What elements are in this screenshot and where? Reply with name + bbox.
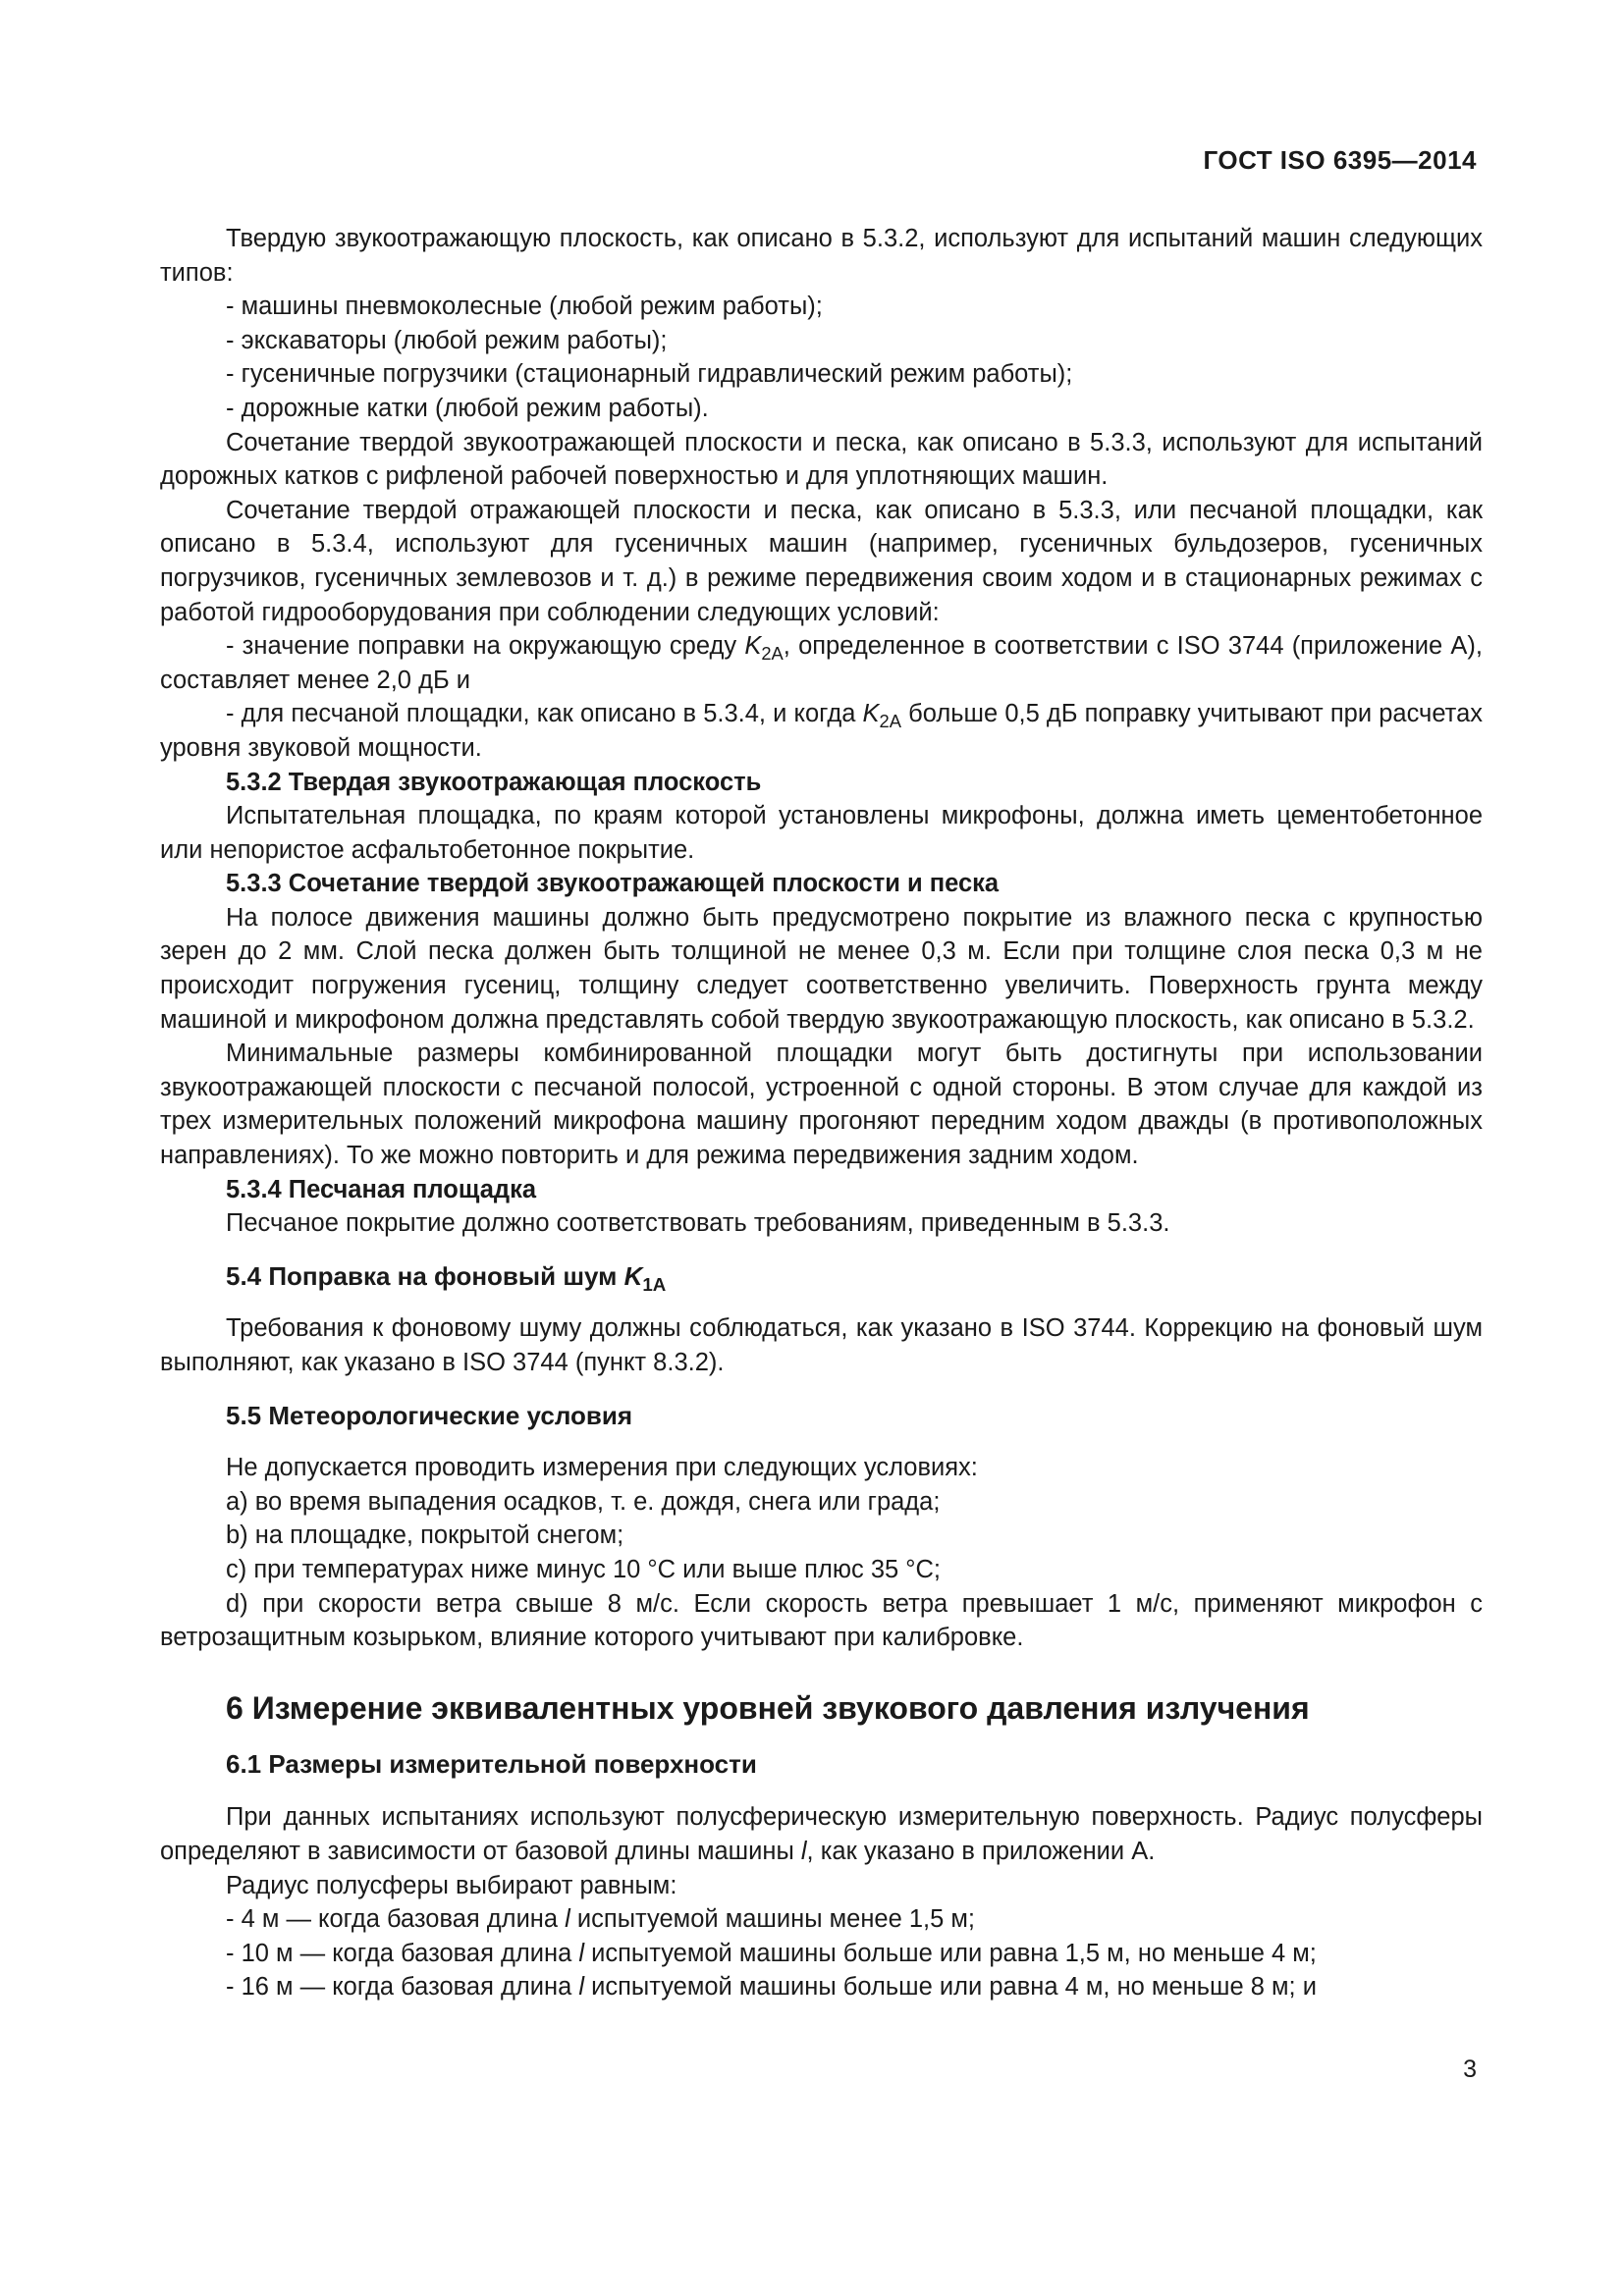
k-symbol: K	[623, 1260, 643, 1291]
k-symbol: K	[744, 632, 762, 661]
l-symbol: l	[565, 1905, 570, 1934]
paragraph-6-1-1-text-b: , как указано в приложении А.	[806, 1837, 1156, 1865]
intro-paragraph-3: Сочетание твердой отражающей плоскости и песка, как описано в 5.3.3, или песчаной площадки, как описано в 5.3.4, используют для гусеничных машин (например, гусеничных бульдозеров, гусеничных погрузчиков, гусеничных землевозов и т. д.) в режиме передвижения своим ходом и в стационарных режимах с работой гидрооборудования при соблюдении следующих условий:	[160, 496, 1483, 626]
paragraph-6-1-2: Радиус полусферы выбирают равным:	[226, 1871, 677, 1899]
list-item: - экскаваторы (любой режим работы);	[226, 326, 668, 354]
paragraph-5-3-3-2: Минимальные размеры комбинированной площадки могут быть достигнуты при использовании звукоотражающей плоскости с песчаной полосой, устроенной с одной стороны. В этом случае для каждой из трех измерительных положений микрофона машину прогоняют передним ходом дважды (в противоположных направлениях). То же можно повторить и для режима передвижения задним ходом.	[160, 1040, 1483, 1170]
list-item-text-b: испытуемой машины больше или равна 4 м, но меньше 8 м; и	[584, 1973, 1317, 2002]
intro-paragraph-1: Твердую звукоотражающую плоскость, как описано в 5.3.2, используют для испытаний машин следующих типов:	[160, 225, 1483, 287]
k-subscript: 2A	[761, 643, 784, 664]
condition-2-text-b: больше 0,5 дБ поправку учитывают при расчетах уровня звуковой мощности.	[160, 700, 1483, 762]
list-item-text-b: испытуемой машины менее 1,5 м;	[569, 1905, 976, 1934]
l-symbol: l	[800, 1837, 807, 1865]
list-item-text-a: - 4 м — когда базовая длина	[226, 1905, 566, 1934]
heading-6-1: 6.1 Размеры измерительной поверхности	[226, 1748, 757, 1779]
intro-paragraph-2: Сочетание твердой звукоотражающей плоскости и песка, как описано в 5.3.3, используют для испытаний дорожных катков с рифленой рабочей поверхностью и для уплотняющих машин.	[160, 428, 1483, 491]
paragraph-5-3-3-1: На полосе движения машины должно быть предусмотрено покрытие из влажного песка с крупностью зерен до 2 мм. Слой песка должен быть толщиной не менее 0,3 м. Если при толщине слоя песка 0,3 м не происходит погружения гусениц, толщину следует соответственно увеличить. Поверхность грунта между машиной и микрофоном должна представлять собой твердую звукоотражающую плоскость, как описано в 5.3.2.	[160, 903, 1483, 1034]
heading-5-3-2: 5.3.2 Твердая звукоотражающая плоскость	[226, 768, 762, 796]
document-header: ГОСТ ISO 6395—2014	[1203, 145, 1477, 175]
k-symbol: K	[862, 700, 880, 728]
page-number: 3	[1463, 2056, 1477, 2083]
condition-1-text-a: - значение поправки на окружающую среду	[226, 632, 745, 661]
paragraph-5-3-4: Песчаное покрытие должно соответствовать требованиям, приведенным в 5.3.3.	[226, 1209, 1170, 1238]
list-item: - машины пневмоколесные (любой режим работы);	[226, 293, 823, 321]
list-item-text-a: - 16 м — когда базовая длина	[226, 1973, 579, 2002]
list-item	[160, 1937, 1483, 1971]
list-item: b) на площадке, покрытой снегом;	[226, 1522, 624, 1550]
l-symbol: l	[578, 1939, 585, 1967]
k-subscript: 2A	[879, 711, 902, 732]
paragraph-6-1-1-text-a: При данных испытаниях используют полусферическую измерительную поверхность. Радиус полусферы определяют в зависимости от базовой длины машины	[160, 1803, 1483, 1865]
paragraph-5-5: Не допускается проводить измерения при следующих условиях:	[226, 1454, 978, 1482]
condition-1-text-b: , определенное в соответствии с ISO 3744 (приложение А), составляет менее 2,0 дБ и	[160, 632, 1483, 694]
heading-5-4	[160, 1259, 1483, 1294]
paragraph-6-1-1	[160, 1800, 1483, 1868]
heading-5-3-4: 5.3.4 Песчаная площадка	[226, 1175, 537, 1203]
k-subscript: 1A	[642, 1273, 667, 1295]
list-item: а) во время выпадения осадков, т. е. дождя, снега или града;	[226, 1487, 941, 1516]
condition-2-text-a: - для песчаной площадки, как описано в 5.3.4, и когда	[226, 700, 863, 728]
paragraph-5-3-2: Испытательная площадка, по краям которой установлены микрофоны, должна иметь цементобетонное или непористое асфальтобетонное покрытие.	[160, 802, 1483, 864]
list-item-text-b: испытуемой машины больше или равна 1,5 м, но меньше 4 м;	[584, 1939, 1317, 1967]
list-item: - дорожные катки (любой режим работы).	[226, 394, 709, 422]
list-item	[160, 1970, 1483, 2004]
heading-5-4-text: 5.4 Поправка на фоновый шум	[226, 1260, 624, 1291]
condition-1	[160, 629, 1483, 697]
list-item: - гусеничные погрузчики (стационарный гидравлический режим работы);	[226, 360, 1073, 389]
list-item: с) при температурах ниже минус 10 °С или выше плюс 35 °С;	[226, 1555, 941, 1583]
list-item-text-a: - 10 м — когда базовая длина	[226, 1939, 579, 1967]
heading-5-5: 5.5 Метеорологические условия	[226, 1400, 633, 1430]
paragraph-5-4: Требования к фоновому шуму должны соблюдаться, как указано в ISO 3744. Коррекцию на фоновый шум выполняют, как указано в ISO 3744 (пункт 8.3.2).	[160, 1314, 1483, 1376]
list-item	[160, 1902, 1483, 1937]
heading-6: 6 Измерение эквивалентных уровней звукового давления излучения	[226, 1689, 1310, 1726]
condition-2	[160, 697, 1483, 765]
heading-5-3-3: 5.3.3 Сочетание твердой звукоотражающей плоскости и песка	[226, 870, 1000, 898]
list-item: d) при скорости ветра свыше 8 м/с. Если скорость ветра превышает 1 м/с, применяют микрофон с ветрозащитным козырьком, влияние которого учитывают при калибровке.	[160, 1589, 1483, 1652]
document-body	[160, 222, 1483, 2004]
l-symbol: l	[578, 1973, 585, 2002]
